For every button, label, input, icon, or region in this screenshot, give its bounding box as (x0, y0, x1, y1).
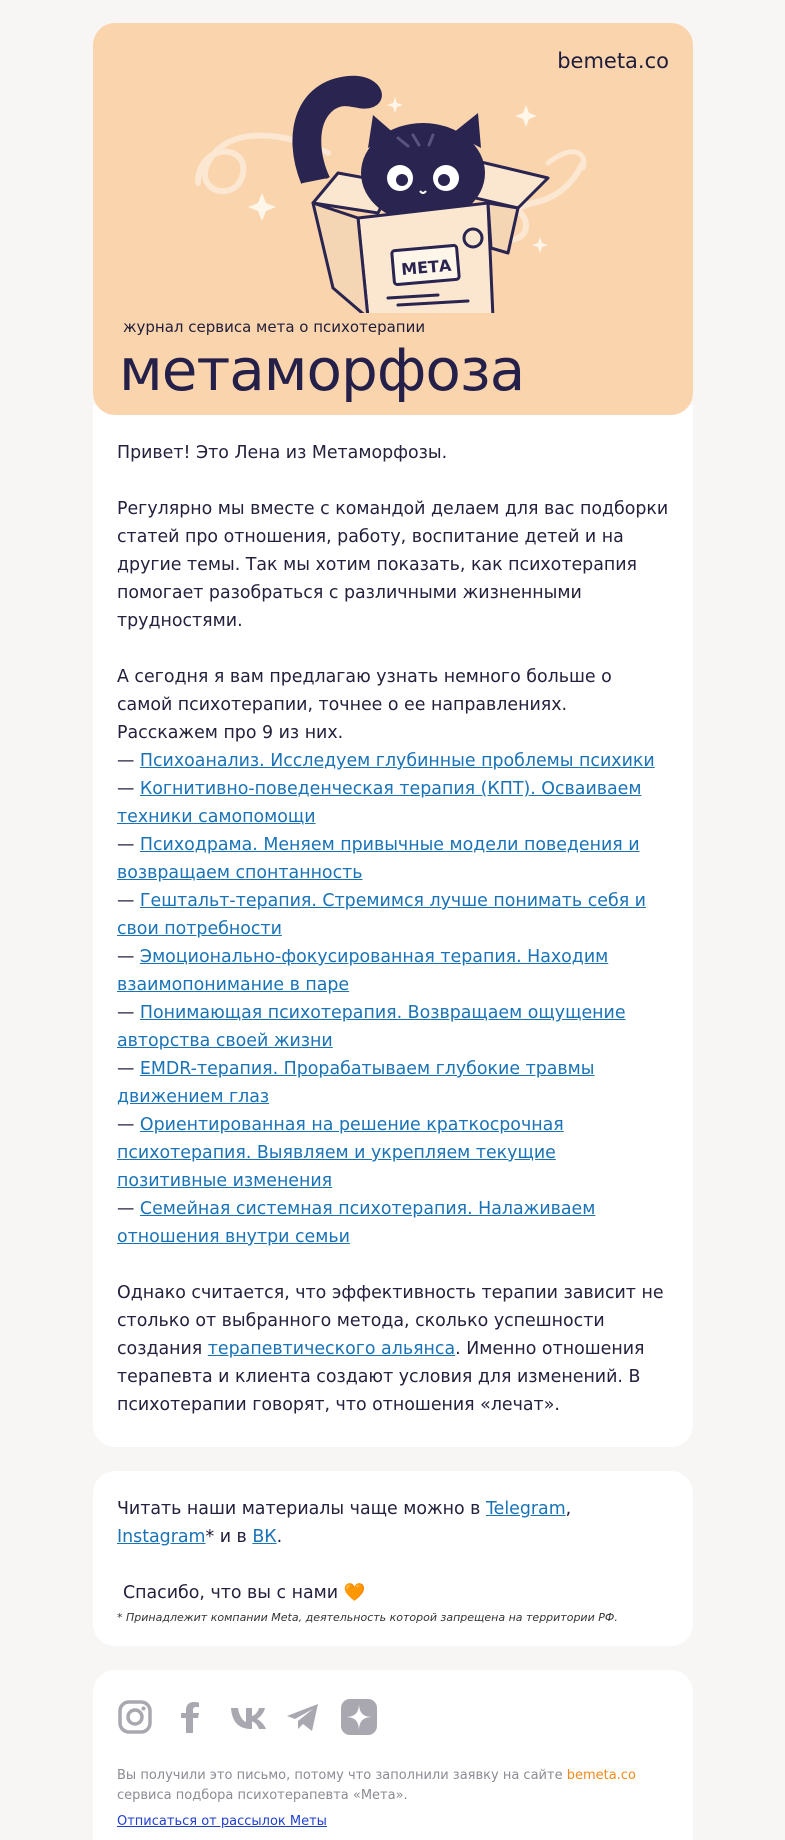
article-list (117, 747, 669, 1251)
journal-subtitle: журнал сервиса мета о психотерапии (123, 318, 426, 336)
instagram-link[interactable]: Instagram (117, 1527, 206, 1547)
list-item: — Семейная системная психотерапия. Налаживаем отношения внутри семьи (117, 1199, 596, 1247)
article-link-cbt[interactable]: Когнитивно-поведенческая терапия (КПТ). Осваиваем техники самопомощи (117, 779, 642, 827)
meta-footnote: * Принадлежит компании Meta, деятельность которой запрещена на территории РФ. (117, 1611, 618, 1624)
list-item: — Психоанализ. Исследуем глубинные проблемы психики (117, 751, 655, 771)
article-link-emdr[interactable]: EMDR-терапия. Прорабатываем глубокие травмы движением глаз (117, 1059, 595, 1107)
notice-brand-link[interactable]: bemeta.co (566, 1768, 636, 1783)
social-card (93, 1471, 693, 1646)
vk-icon[interactable] (229, 1699, 265, 1735)
hero-banner (93, 23, 693, 415)
greeting-text: Привет! Это Лена из Метаморфозы. (117, 443, 448, 463)
email-container (93, 23, 693, 1840)
list-item: — Ориентированная на решение краткосрочная психотерапия. Выявляем и укрепляем текущие позитивные изменения (117, 1115, 564, 1191)
article-link-psychoanalysis[interactable]: Психоанализ. Исследуем глубинные проблемы психики (139, 751, 655, 771)
article-link-psychodrama[interactable]: Психодрама. Меняем привычные модели поведения и возвращаем спонтанность (117, 835, 640, 883)
list-item: — Когнитивно-поведенческая терапия (КПТ). Осваиваем техники самопомощи (117, 779, 642, 827)
social-icons (117, 1696, 669, 1738)
subscription-notice: Вы получили это письмо, потому что заполнили заявку на сайте bemeta.co сервиса подбора психотерапевта «Мета». (117, 1768, 636, 1803)
article-link-solution-focused[interactable]: Ориентированная на решение краткосрочная психотерапия. Выявляем и укрепляем текущие позитивные изменения (117, 1115, 564, 1191)
list-item: — Эмоционально-фокусированная терапия. Находим взаимопонимание в паре (117, 947, 609, 995)
lead-text: А сегодня я вам предлагаю узнать немного больше о самой психотерапии, точнее о ее направлениях. Расскажем про 9 из них. (117, 667, 612, 743)
outro-text: Однако считается, что эффективность терапии зависит не столько от выбранного метода, сколько успешности создания терапевтического альянса. Именно отношения терапевта и клиента создают условия для изменений. В психотерапии говорят, что отношения «лечат». (117, 1283, 664, 1415)
read-more-text: Читать наши материалы чаще можно в Telegram, Instagram* и в ВК. (117, 1499, 572, 1547)
telegram-icon[interactable] (285, 1699, 321, 1735)
intro-text: Регулярно мы вместе с командой делаем для вас подборки статей про отношения, работу, воспитание детей и на другие темы. Так мы хотим показать, как психотерапия помогает разобраться с различными жизненными трудностями. (117, 499, 669, 631)
list-item: — Психодрама. Меняем привычные модели поведения и возвращаем спонтанность (117, 835, 640, 883)
footer-card (93, 1670, 693, 1840)
telegram-link[interactable]: Telegram (485, 1499, 566, 1519)
thanks-text: Спасибо, что вы с нами 🧡 (123, 1583, 366, 1603)
article-link-gestalt[interactable]: Гештальт-терапия. Стремимся лучше понимать себя и свои потребности (117, 891, 646, 939)
zen-icon[interactable] (341, 1699, 377, 1735)
instagram-icon[interactable] (117, 1699, 153, 1735)
site-name[interactable]: bemeta.co (557, 49, 669, 73)
alliance-link[interactable]: терапевтического альянса (207, 1339, 456, 1359)
journal-wordmark: метаморфоза (119, 336, 525, 404)
vk-link[interactable]: ВК (252, 1527, 277, 1547)
box-label: MЕТА (400, 255, 453, 280)
article-link-understanding[interactable]: Понимающая психотерапия. Возвращаем ощущение авторства своей жизни (117, 1003, 626, 1051)
cat-in-box-illustration (188, 43, 608, 313)
facebook-icon[interactable] (173, 1699, 209, 1735)
article-link-family-systems[interactable]: Семейная системная психотерапия. Налаживаем отношения внутри семьи (117, 1199, 596, 1247)
list-item: — Понимающая психотерапия. Возвращаем ощущение авторства своей жизни (117, 1003, 626, 1051)
list-item: — EMDR-терапия. Прорабатываем глубокие травмы движением глаз (117, 1059, 595, 1107)
unsubscribe-link[interactable]: Отписаться от рассылок Меты (117, 1814, 327, 1829)
article-link-eft[interactable]: Эмоционально-фокусированная терапия. Находим взаимопонимание в паре (117, 947, 609, 995)
list-item: — Гештальт-терапия. Стремимся лучше понимать себя и свои потребности (117, 891, 646, 939)
main-content-card (93, 405, 693, 1447)
